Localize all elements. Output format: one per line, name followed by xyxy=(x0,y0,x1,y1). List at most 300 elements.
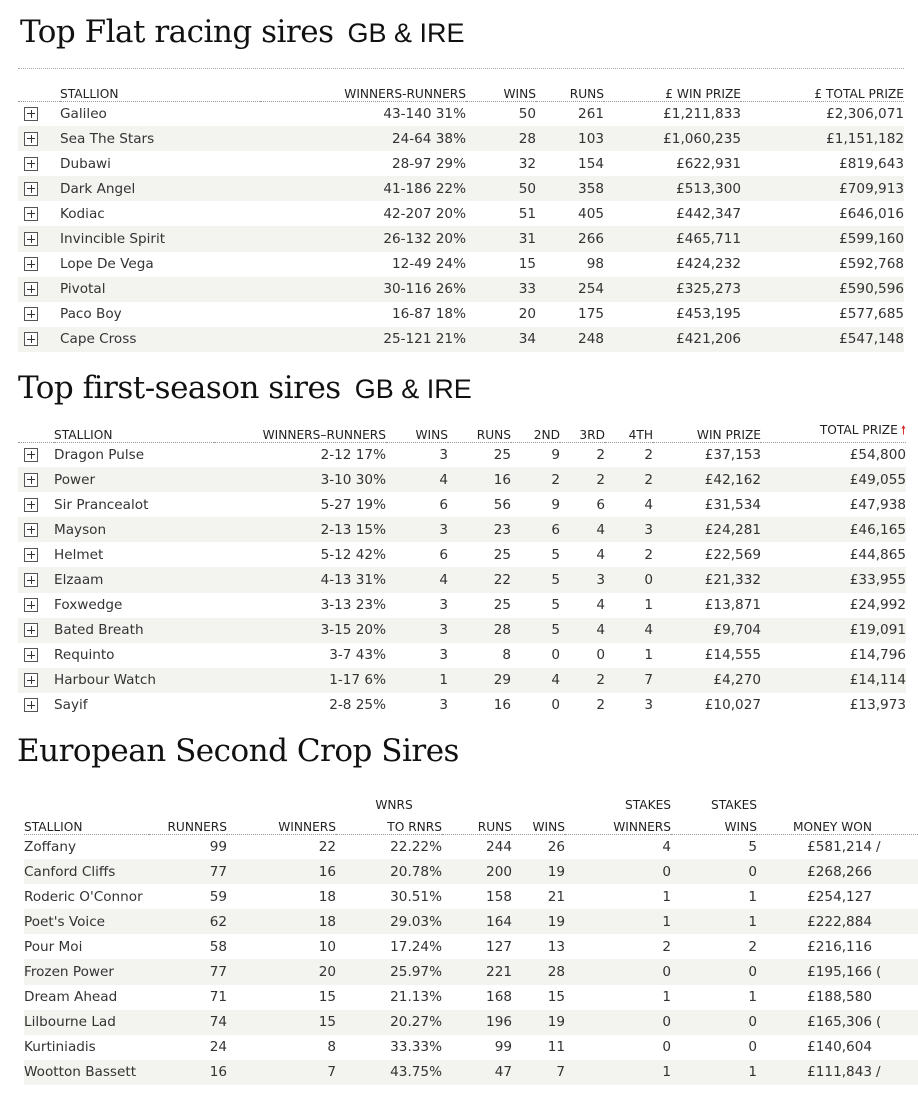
first-header-win-prize[interactable]: WIN PRIZE xyxy=(653,420,761,442)
runs: 221 xyxy=(442,959,512,984)
stallion-name[interactable]: Sea The Stars xyxy=(60,126,260,151)
total-prize: £599,160 xyxy=(741,226,904,251)
winners-to-runners-pct: 20.78% xyxy=(336,859,442,884)
runs: 196 xyxy=(442,1010,512,1035)
wins: 51 xyxy=(518,205,536,222)
table-row[interactable] xyxy=(18,593,906,618)
stallion-name[interactable]: Wootton Bassett xyxy=(24,1060,149,1085)
flat-expand-cell xyxy=(18,252,60,277)
total-prize: £14,796 xyxy=(849,647,906,664)
win-prize: £453,195 xyxy=(676,306,741,323)
table-row[interactable] xyxy=(24,959,918,984)
expand-plus-icon[interactable] xyxy=(24,623,38,637)
expand-plus-icon[interactable] xyxy=(24,598,38,612)
clipped-column xyxy=(872,934,918,959)
expand-plus-icon[interactable] xyxy=(24,648,38,662)
first-header-stallion[interactable]: STALLION xyxy=(54,420,214,442)
table-row[interactable] xyxy=(18,302,904,327)
money-won: £254,127 xyxy=(807,888,872,905)
stallion-name[interactable]: Galileo xyxy=(60,105,107,122)
runs: 16 xyxy=(448,467,511,492)
second-places: 9 xyxy=(551,496,560,513)
stakes-winners: 2 xyxy=(662,938,671,955)
expand-plus-icon[interactable] xyxy=(24,107,38,121)
runs: 358 xyxy=(536,176,604,201)
expand-plus-icon[interactable] xyxy=(24,257,38,271)
stakes-winners: 1 xyxy=(662,989,671,1006)
expand-plus-icon[interactable] xyxy=(24,448,38,462)
runners: 77 xyxy=(149,959,227,984)
stakes-wins: 1 xyxy=(671,909,757,934)
wins: 3 xyxy=(439,647,448,664)
table-row[interactable] xyxy=(24,1010,918,1035)
runs: 28 xyxy=(448,618,511,643)
euro-header-wnrs-to-rnrs[interactable]: TO RNRS xyxy=(336,812,442,834)
first-expand-cell xyxy=(18,467,54,492)
wins: 19 xyxy=(512,909,565,934)
wins: 7 xyxy=(512,1060,565,1085)
stallion-name[interactable]: Lilbourne Lad xyxy=(24,1010,149,1035)
second-places: 0 xyxy=(551,647,560,664)
expand-plus-icon[interactable] xyxy=(24,282,38,296)
wins: 6 xyxy=(439,496,448,513)
total-prize: £54,800 xyxy=(849,446,906,463)
wins: 4 xyxy=(386,567,448,592)
expand-plus-icon[interactable] xyxy=(24,232,38,246)
stallion-name[interactable]: Zoffany xyxy=(24,838,76,855)
table-row[interactable] xyxy=(24,834,918,859)
total-prize: £19,091 xyxy=(761,618,906,643)
third-places: 4 xyxy=(560,618,605,643)
table-row[interactable] xyxy=(24,985,918,1010)
runs: 266 xyxy=(536,226,604,251)
win-prize: £421,206 xyxy=(604,327,741,352)
stallion-name[interactable]: Canford Cliffs xyxy=(24,859,149,884)
winners-to-runners-pct: 30.51% xyxy=(390,888,442,905)
wins: 50 xyxy=(518,105,536,122)
winners: 18 xyxy=(318,888,336,905)
table-row[interactable] xyxy=(18,693,906,718)
winners-to-runners-pct: 29.03% xyxy=(336,909,442,934)
wins: 34 xyxy=(466,327,536,352)
first-header-runs[interactable]: RUNS xyxy=(448,420,511,442)
first-expand-cell xyxy=(18,542,54,567)
wins: 28 xyxy=(466,126,536,151)
first-expand-header xyxy=(18,420,54,442)
winners-runners: 3-7 43% xyxy=(329,647,386,664)
stallion-name[interactable]: Dubawi xyxy=(60,155,111,172)
wins: 3 xyxy=(386,517,448,542)
runs: 405 xyxy=(578,205,604,222)
first-header-total-prize-label: TOTAL PRIZE xyxy=(819,422,898,437)
win-prize: £13,871 xyxy=(704,597,761,614)
clipped-column: / xyxy=(872,1060,918,1085)
total-prize: £44,865 xyxy=(849,546,906,563)
flat-header-win-prize[interactable]: £ WIN PRIZE xyxy=(604,78,741,101)
table-row[interactable] xyxy=(18,643,906,668)
total-prize: £590,596 xyxy=(741,277,904,302)
flat-expand-header xyxy=(18,78,60,101)
euro-header-runs[interactable]: RUNS xyxy=(442,812,512,834)
third-places: 2 xyxy=(560,467,605,492)
flat-expand-cell xyxy=(18,277,60,302)
win-prize: £37,153 xyxy=(704,446,761,463)
first-expand-cell xyxy=(18,492,54,517)
flat-expand-cell xyxy=(18,126,60,151)
flat-header-total-prize[interactable]: £ TOTAL PRIZE xyxy=(741,78,904,101)
winners: 10 xyxy=(318,938,336,955)
stallion-name[interactable]: Power xyxy=(54,467,214,492)
first-expand-cell xyxy=(18,593,54,618)
winners-to-runners-pct: 25.97% xyxy=(336,959,442,984)
stallion-name[interactable]: Helmet xyxy=(54,546,104,563)
table-row[interactable] xyxy=(18,567,906,592)
stallion-name[interactable]: Kurtiniadis xyxy=(24,1039,96,1056)
third-places: 4 xyxy=(596,546,605,563)
first-expand-cell xyxy=(18,442,54,467)
stakes-winners: 4 xyxy=(662,838,671,855)
first-header-winners-runners[interactable]: WINNERS–RUNNERS xyxy=(214,420,386,442)
wins: 6 xyxy=(439,546,448,563)
wins: 15 xyxy=(518,256,536,273)
flat-expand-cell xyxy=(18,226,60,251)
expand-plus-icon[interactable] xyxy=(24,673,38,687)
euro-header-swins-top: STAKES xyxy=(711,798,757,812)
runners: 16 xyxy=(149,1060,227,1085)
stakes-winners: 0 xyxy=(565,859,671,884)
flat-expand-cell xyxy=(18,201,60,226)
expand-plus-icon[interactable] xyxy=(24,132,38,146)
winners-runners: 3-10 30% xyxy=(214,467,386,492)
winners-runners: 12-49 24% xyxy=(391,256,466,273)
runners: 74 xyxy=(149,1010,227,1035)
wins: 26 xyxy=(547,838,565,855)
third-places: 2 xyxy=(596,697,605,714)
runs: 127 xyxy=(486,938,512,955)
table-row[interactable] xyxy=(24,1060,918,1085)
clipped-column: ( xyxy=(872,1010,918,1035)
stakes-winners: 0 xyxy=(662,1039,671,1056)
runs: 244 xyxy=(486,838,512,855)
table-row[interactable] xyxy=(18,101,904,126)
wins: 21 xyxy=(547,888,565,905)
table-row[interactable] xyxy=(18,252,904,277)
win-prize: £325,273 xyxy=(604,277,741,302)
flat-top-divider xyxy=(18,68,904,69)
expand-plus-icon[interactable] xyxy=(24,157,38,171)
winners-runners: 25-121 21% xyxy=(260,327,466,352)
table-row[interactable] xyxy=(18,176,904,201)
euro-header-stakes-wins[interactable]: WINS xyxy=(671,812,757,834)
wins: 32 xyxy=(518,155,536,172)
third-places: 2 xyxy=(560,668,605,693)
fourth-places: 3 xyxy=(605,517,653,542)
table-row[interactable] xyxy=(24,1035,918,1060)
total-prize: £1,151,182 xyxy=(741,126,904,151)
winners-runners: 42-207 20% xyxy=(383,205,466,222)
winners-runners: 3-15 20% xyxy=(214,618,386,643)
euro-header-money-won[interactable]: MONEY WON xyxy=(757,812,872,834)
table-row[interactable] xyxy=(18,442,906,467)
runners: 59 xyxy=(209,888,227,905)
wins: 15 xyxy=(547,989,565,1006)
stallion-name[interactable]: Mayson xyxy=(54,517,214,542)
flat-expand-cell xyxy=(18,327,60,352)
table-row[interactable] xyxy=(18,492,906,517)
table-row[interactable] xyxy=(18,668,906,693)
table-row[interactable] xyxy=(18,277,904,302)
fourth-places: 0 xyxy=(605,567,653,592)
third-places: 4 xyxy=(560,517,605,542)
runs: 248 xyxy=(536,327,604,352)
table-row[interactable] xyxy=(18,201,904,226)
wins: 3 xyxy=(439,446,448,463)
expand-plus-icon[interactable] xyxy=(24,332,38,346)
winners: 7 xyxy=(227,1060,336,1085)
euro-title-text: European Second Crop Sires xyxy=(17,733,459,769)
stakes-winners: 1 xyxy=(565,909,671,934)
stallion-name[interactable]: Bated Breath xyxy=(54,618,214,643)
total-prize: £14,114 xyxy=(761,668,906,693)
table-row[interactable] xyxy=(24,884,918,909)
wins: 3 xyxy=(439,597,448,614)
win-prize: £22,569 xyxy=(704,546,761,563)
winners-to-runners-pct: 43.75% xyxy=(336,1060,442,1085)
total-prize: £46,165 xyxy=(761,517,906,542)
runs: 200 xyxy=(442,859,512,884)
win-prize: £442,347 xyxy=(676,205,741,222)
first-header-total-prize[interactable] xyxy=(761,420,906,442)
second-places: 5 xyxy=(551,546,560,563)
win-prize: £622,931 xyxy=(676,155,741,172)
winners-to-runners-pct: 20.27% xyxy=(336,1010,442,1035)
stakes-winners: 1 xyxy=(662,888,671,905)
table-row[interactable] xyxy=(24,934,918,959)
flat-expand-cell xyxy=(18,151,60,176)
expand-plus-icon[interactable] xyxy=(24,307,38,321)
winners-runners: 30-116 26% xyxy=(260,277,466,302)
euro-section-title xyxy=(17,733,459,769)
total-prize: £2,306,071 xyxy=(826,105,904,122)
first-header-4th[interactable]: 4TH xyxy=(605,420,653,442)
win-prize: £42,162 xyxy=(653,467,761,492)
table-row[interactable] xyxy=(18,467,906,492)
first-expand-cell xyxy=(18,643,54,668)
total-prize: £33,955 xyxy=(761,567,906,592)
expand-plus-icon[interactable] xyxy=(24,182,38,196)
flat-header-winners-runners[interactable]: WINNERS-RUNNERS xyxy=(260,78,466,101)
wins: 50 xyxy=(466,176,536,201)
stakes-wins: 1 xyxy=(748,888,757,905)
euro-header-stakes-winners[interactable]: WINNERS xyxy=(565,812,671,834)
fourth-places: 4 xyxy=(605,618,653,643)
stakes-wins: 0 xyxy=(671,859,757,884)
table-row[interactable] xyxy=(24,859,918,884)
stakes-wins: 0 xyxy=(748,1039,757,1056)
flat-title-text: Top Flat racing sires xyxy=(20,14,334,50)
table-row[interactable] xyxy=(18,542,906,567)
table-row[interactable] xyxy=(18,151,904,176)
runs: 168 xyxy=(486,989,512,1006)
runs: 25 xyxy=(493,546,511,563)
total-prize: £646,016 xyxy=(839,205,904,222)
table-row[interactable] xyxy=(24,909,918,934)
stallion-name[interactable]: Cape Cross xyxy=(60,327,260,352)
money-won: £140,604 xyxy=(807,1039,872,1056)
flat-expand-cell xyxy=(18,176,60,201)
expand-plus-icon[interactable] xyxy=(24,207,38,221)
euro-second-crop-table xyxy=(24,794,918,1085)
expand-plus-icon[interactable] xyxy=(24,698,38,712)
winners: 15 xyxy=(318,989,336,1006)
runs: 16 xyxy=(493,697,511,714)
runs: 158 xyxy=(486,888,512,905)
euro-header-sw-top: STAKES xyxy=(625,798,671,812)
stallion-name[interactable]: Elzaam xyxy=(54,567,214,592)
money-won: £111,843 xyxy=(757,1060,872,1085)
first-expand-cell xyxy=(18,517,54,542)
fourth-places: 4 xyxy=(644,496,653,513)
stallion-name[interactable]: Poet's Voice xyxy=(24,909,149,934)
stallion-name[interactable]: Dream Ahead xyxy=(24,989,118,1006)
stallion-name[interactable]: Sir Prancealot xyxy=(54,496,149,513)
runs: 103 xyxy=(536,126,604,151)
winners-runners: 1-17 6% xyxy=(214,668,386,693)
stallion-name[interactable]: Harbour Watch xyxy=(54,668,214,693)
win-prize: £465,711 xyxy=(604,226,741,251)
win-prize: £1,211,833 xyxy=(663,105,741,122)
arrow-up-icon[interactable]: 🠕 xyxy=(900,422,906,437)
runs: 25 xyxy=(493,446,511,463)
table-row[interactable] xyxy=(18,517,906,542)
expand-plus-icon[interactable] xyxy=(24,473,38,487)
flat-sires-table xyxy=(18,78,904,352)
expand-plus-icon[interactable] xyxy=(24,548,38,562)
fourth-places: 7 xyxy=(605,668,653,693)
total-prize: £13,973 xyxy=(849,697,906,714)
table-row[interactable] xyxy=(18,126,904,151)
stallion-name[interactable]: Paco Boy xyxy=(60,306,122,323)
total-prize: £49,055 xyxy=(761,467,906,492)
flat-header-runs[interactable]: RUNS xyxy=(536,78,604,101)
runs: 164 xyxy=(442,909,512,934)
stallion-name[interactable]: Invincible Spirit xyxy=(60,226,260,251)
euro-header-stallion[interactable]: STALLION xyxy=(24,812,149,834)
euro-header-wins[interactable]: WINS xyxy=(512,812,565,834)
runs: 98 xyxy=(586,256,604,273)
expand-plus-icon[interactable] xyxy=(24,523,38,537)
runs: 56 xyxy=(493,496,511,513)
expand-plus-icon[interactable] xyxy=(24,573,38,587)
clipped-column: / xyxy=(876,838,881,855)
stallion-name[interactable]: Frozen Power xyxy=(24,959,149,984)
third-places: 4 xyxy=(596,597,605,614)
winners-to-runners-pct: 33.33% xyxy=(390,1039,442,1056)
second-places: 2 xyxy=(511,467,560,492)
second-places: 5 xyxy=(551,597,560,614)
winners-runners: 3-13 23% xyxy=(320,597,386,614)
wins: 31 xyxy=(466,226,536,251)
stallion-name[interactable]: Pour Moi xyxy=(24,938,83,955)
fourth-places: 1 xyxy=(644,597,653,614)
wins: 33 xyxy=(466,277,536,302)
flat-header-stallion[interactable]: STALLION xyxy=(60,78,260,101)
total-prize: £592,768 xyxy=(839,256,904,273)
wins: 20 xyxy=(518,306,536,323)
winners: 8 xyxy=(327,1039,336,1056)
expand-plus-icon[interactable] xyxy=(24,498,38,512)
runs: 261 xyxy=(578,105,604,122)
stallion-name[interactable]: Sayif xyxy=(54,697,88,714)
first-expand-cell xyxy=(18,618,54,643)
stakes-wins: 0 xyxy=(671,1010,757,1035)
runners: 77 xyxy=(149,859,227,884)
stakes-wins: 5 xyxy=(748,838,757,855)
flat-expand-cell xyxy=(18,101,60,126)
fourth-places: 2 xyxy=(644,446,653,463)
flat-header-wins[interactable]: WINS xyxy=(466,78,536,101)
second-places: 4 xyxy=(511,668,560,693)
wins: 28 xyxy=(512,959,565,984)
winners-to-runners-pct: 22.22% xyxy=(390,838,442,855)
win-prize: £4,270 xyxy=(653,668,761,693)
first-header-3rd[interactable]: 3RD xyxy=(560,420,605,442)
stallion-name[interactable]: Pivotal xyxy=(60,277,260,302)
first-expand-cell xyxy=(18,693,54,718)
second-places: 5 xyxy=(511,618,560,643)
winners-runners: 4-13 31% xyxy=(214,567,386,592)
first-header-2nd[interactable]: 2ND xyxy=(511,420,560,442)
winners-runners: 43-140 31% xyxy=(383,105,466,122)
winners: 20 xyxy=(227,959,336,984)
stallion-name[interactable]: Dragon Pulse xyxy=(54,446,145,463)
win-prize: £21,332 xyxy=(653,567,761,592)
euro-header-winners[interactable]: WINNERS xyxy=(227,812,336,834)
euro-header-wnrs-top: WNRS xyxy=(375,798,413,812)
fourth-places: 3 xyxy=(644,697,653,714)
total-prize: £577,685 xyxy=(839,306,904,323)
first-section-title xyxy=(18,370,472,406)
stakes-wins: 1 xyxy=(748,989,757,1006)
euro-header-runners[interactable]: RUNNERS xyxy=(149,812,227,834)
stakes-wins: 1 xyxy=(671,1060,757,1085)
stallion-name[interactable]: Requinto xyxy=(54,647,115,664)
stallion-name[interactable]: Dark Angel xyxy=(60,176,260,201)
win-prize: £513,300 xyxy=(604,176,741,201)
stakes-wins: 2 xyxy=(748,938,757,955)
third-places: 3 xyxy=(560,567,605,592)
third-places: 2 xyxy=(596,446,605,463)
clipped-column xyxy=(872,909,918,934)
stallion-name[interactable]: Kodiac xyxy=(60,205,105,222)
stallion-name[interactable]: Lope De Vega xyxy=(60,256,154,273)
table-row[interactable] xyxy=(18,327,904,352)
winners-to-runners-pct: 21.13% xyxy=(390,989,442,1006)
total-prize: £24,992 xyxy=(849,597,906,614)
winners-runners: 5-27 19% xyxy=(320,496,386,513)
winners-runners: 28-97 29% xyxy=(391,155,466,172)
stallion-name[interactable]: Roderic O'Connor xyxy=(24,888,143,905)
clipped-column xyxy=(872,985,918,1010)
table-row[interactable] xyxy=(18,226,904,251)
winners-runners: 26-132 20% xyxy=(260,226,466,251)
first-header-wins[interactable]: WINS xyxy=(386,420,448,442)
flat-section-title xyxy=(20,14,465,50)
stallion-name[interactable]: Foxwedge xyxy=(54,597,123,614)
win-prize: £24,281 xyxy=(653,517,761,542)
stakes-winners: 1 xyxy=(565,1060,671,1085)
table-row[interactable] xyxy=(18,618,906,643)
